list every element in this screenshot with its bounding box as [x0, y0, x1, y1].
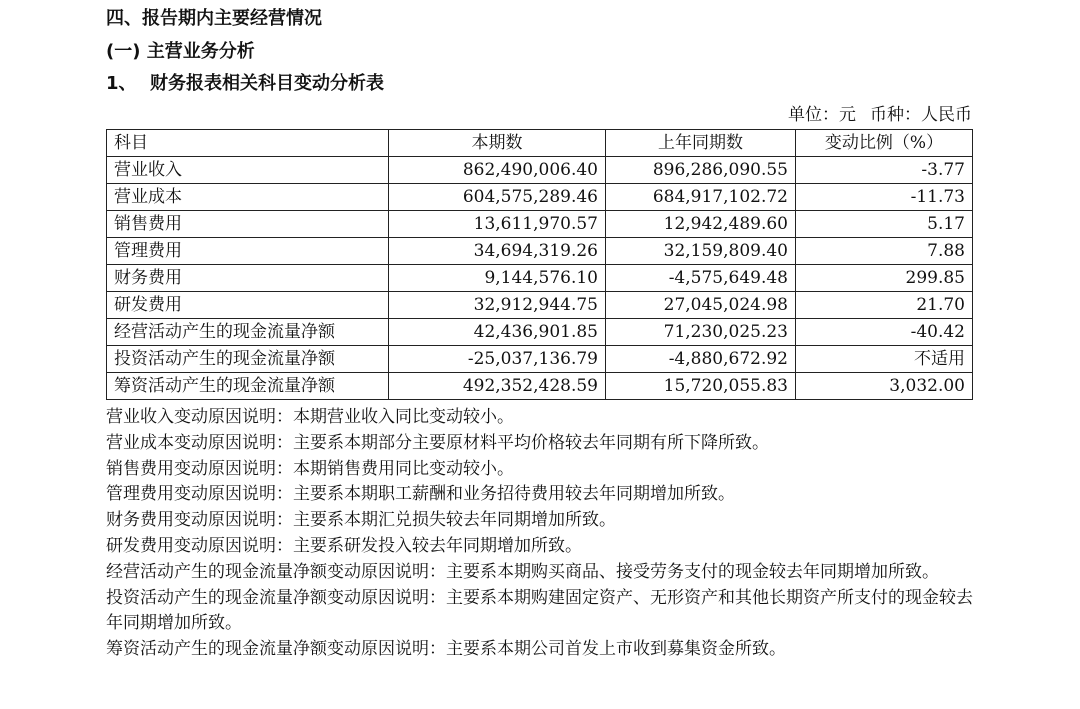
unit-label: 单位：元	[788, 105, 856, 125]
cell-subject: 财务费用	[107, 265, 389, 292]
cell-prior: -4,880,672.92	[606, 346, 796, 373]
cell-subject: 管理费用	[107, 238, 389, 265]
explanation-paragraph: 营业成本变动原因说明：主要系本期部分主要原材料平均价格较去年同期有所下降所致。	[106, 432, 769, 453]
cell-subject: 营业收入	[107, 157, 389, 184]
explanation-paragraph: 销售费用变动原因说明：本期销售费用同比变动较小。	[106, 458, 514, 479]
column-header-subject: 科目	[107, 130, 389, 157]
cell-prior: 896,286,090.55	[606, 157, 796, 184]
section-heading: 四、报告期内主要经营情况	[106, 8, 322, 29]
explanation-paragraph: 管理费用变动原因说明：主要系本期职工薪酬和业务招待费用较去年同期增加所致。	[106, 484, 735, 505]
table-row	[107, 265, 973, 292]
explanation-paragraph: 筹资活动产生的现金流量净额变动原因说明：主要系本期公司首发上市收到募集资金所致。	[106, 639, 786, 660]
unit-currency-line	[788, 103, 972, 127]
cell-change: 7.88	[796, 238, 973, 265]
cell-change: 21.70	[796, 292, 973, 319]
cell-current: 604,575,289.46	[389, 184, 606, 211]
cell-prior: 684,917,102.72	[606, 184, 796, 211]
currency-label: 币种：人民币	[870, 105, 972, 125]
cell-current: -25,037,136.79	[389, 346, 606, 373]
change-explanations	[106, 405, 978, 663]
cell-subject: 营业成本	[107, 184, 389, 211]
cell-prior: 12,942,489.60	[606, 211, 796, 238]
cell-subject: 销售费用	[107, 211, 389, 238]
cell-subject: 投资活动产生的现金流量净额	[107, 346, 389, 373]
explanation-paragraph: 经营活动产生的现金流量净额变动原因说明：主要系本期购买商品、接受劳务支付的现金较去年同期增加所致。	[106, 561, 939, 582]
cell-current: 492,352,428.59	[389, 373, 606, 400]
cell-change: 3,032.00	[796, 373, 973, 400]
financial-change-table	[106, 129, 973, 400]
cell-change: 不适用	[796, 346, 973, 373]
cell-current: 34,694,319.26	[389, 238, 606, 265]
cell-current: 862,490,006.40	[389, 157, 606, 184]
cell-subject: 经营活动产生的现金流量净额	[107, 319, 389, 346]
cell-current: 42,436,901.85	[389, 319, 606, 346]
cell-current: 13,611,970.57	[389, 211, 606, 238]
cell-change: -3.77	[796, 157, 973, 184]
explanation-paragraph: 财务费用变动原因说明：主要系本期汇兑损失较去年同期增加所致。	[106, 510, 616, 531]
cell-subject: 研发费用	[107, 292, 389, 319]
cell-prior: 32,159,809.40	[606, 238, 796, 265]
cell-change: -40.42	[796, 319, 973, 346]
item-title: 财务报表相关科目变动分析表	[150, 73, 384, 94]
cell-prior: 71,230,025.23	[606, 319, 796, 346]
column-header-current: 本期数	[389, 130, 606, 157]
table-row	[107, 211, 973, 238]
table-row	[107, 346, 973, 373]
table-row	[107, 319, 973, 346]
table-row	[107, 373, 973, 400]
table-header-row	[107, 130, 973, 157]
cell-change: -11.73	[796, 184, 973, 211]
table-row	[107, 292, 973, 319]
cell-prior: 15,720,055.83	[606, 373, 796, 400]
table-body	[107, 157, 973, 400]
explanation-paragraph: 研发费用变动原因说明：主要系研发投入较去年同期增加所致。	[106, 535, 582, 556]
table-row	[107, 157, 973, 184]
explanation-paragraph: 营业收入变动原因说明：本期营业收入同比变动较小。	[106, 407, 514, 427]
column-header-change: 变动比例（%）	[796, 130, 973, 157]
cell-current: 32,912,944.75	[389, 292, 606, 319]
cell-prior: -4,575,649.48	[606, 265, 796, 292]
cell-subject: 筹资活动产生的现金流量净额	[107, 373, 389, 400]
item-heading	[106, 72, 384, 96]
explanation-paragraph: 投资活动产生的现金流量净额变动原因说明：主要系本期购建固定资产、无形资产和其他长期资产所支付的现金较去年同期增加所致。	[106, 587, 973, 634]
subsection-heading: (一) 主营业务分析	[106, 41, 255, 62]
item-number: 1、	[106, 73, 137, 94]
table-row	[107, 184, 973, 211]
cell-change: 5.17	[796, 211, 973, 238]
column-header-prior: 上年同期数	[606, 130, 796, 157]
cell-prior: 27,045,024.98	[606, 292, 796, 319]
table-row	[107, 238, 973, 265]
cell-change: 299.85	[796, 265, 973, 292]
cell-current: 9,144,576.10	[389, 265, 606, 292]
